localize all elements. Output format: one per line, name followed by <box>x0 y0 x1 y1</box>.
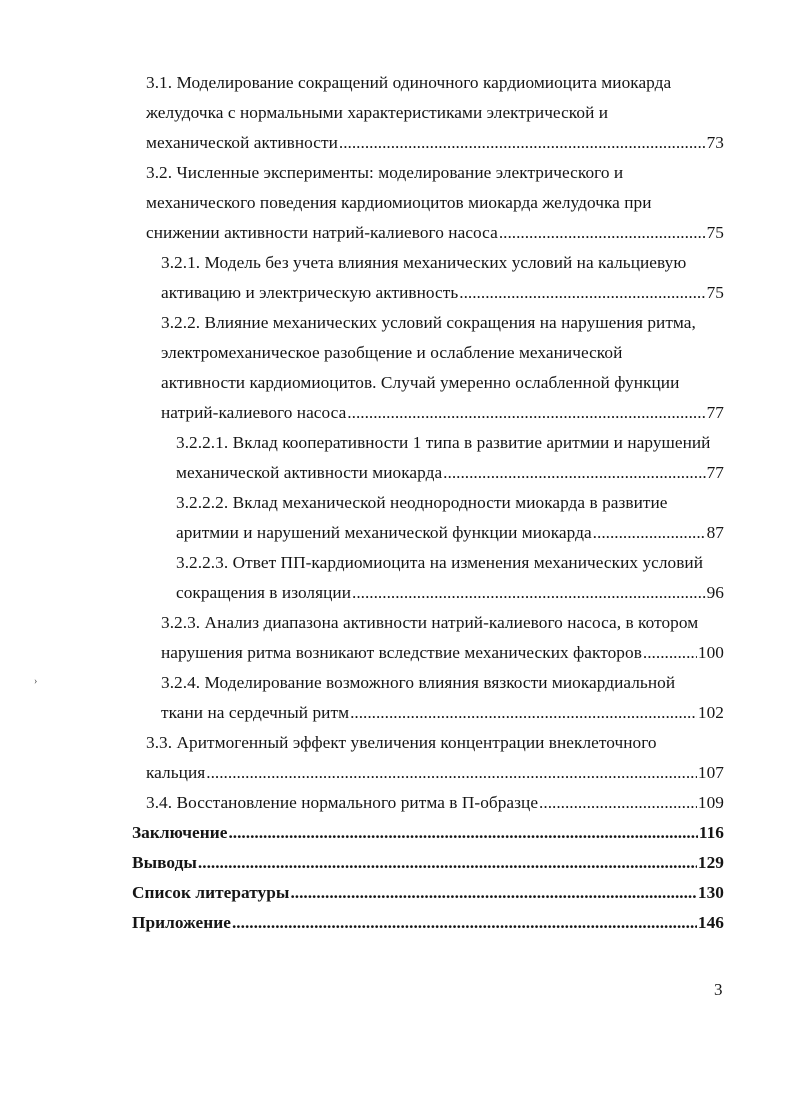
toc-entry-title-end: кальция <box>146 763 206 782</box>
toc-page-number: 75 <box>706 223 724 242</box>
toc-entry-3-4 <box>146 788 724 818</box>
dot-leader <box>232 908 697 938</box>
toc-entry-last-line <box>161 278 724 308</box>
toc-entry-last-line <box>176 458 724 488</box>
toc-page-number: 116 <box>698 823 724 842</box>
toc-page-number: 77 <box>706 463 724 482</box>
toc-entry-title-end: ткани на сердечный ритм <box>161 703 350 722</box>
toc-entry-text-line: 3.2.2. Влияние механических условий сокращения на нарушения ритма, <box>161 313 696 332</box>
dot-leader <box>643 638 697 668</box>
toc-entry-last-line <box>132 908 724 938</box>
dot-leader <box>290 878 696 908</box>
toc-entry-text-line: 3.2.2.1. Вклад кооперативности 1 типа в развитие аритмии и нарушений <box>176 433 711 452</box>
toc-entry-text-line: 3.2.2.2. Вклад механической неоднородности миокарда в развитие <box>176 493 668 512</box>
dot-leader <box>593 518 706 548</box>
toc-entry-last-line <box>132 818 724 848</box>
toc-page-number: 130 <box>697 883 724 902</box>
toc-entry-3-2-2 <box>161 308 724 428</box>
dot-leader <box>443 458 705 488</box>
toc-entry-text-line: электромеханическое разобщение и ослабление механической <box>161 343 623 362</box>
dot-leader <box>206 758 697 788</box>
toc-entry-last-line <box>132 878 724 908</box>
toc-entry-3-2-2-3 <box>176 548 724 608</box>
toc-entry-text-line: 3.3. Аритмогенный эффект увеличения концентрации внеклеточного <box>146 733 657 752</box>
dot-leader <box>350 698 697 728</box>
toc-entry-title-end: Выводы <box>132 853 197 872</box>
toc-entry-3-3 <box>146 728 724 788</box>
toc-entry-last-line <box>176 518 724 548</box>
toc-entry-last-line <box>146 218 724 248</box>
toc-entry-last-line <box>146 128 724 158</box>
toc-entry-last-line <box>161 698 724 728</box>
toc-entry-text-line: желудочка с нормальными характеристиками электрической и <box>146 103 609 122</box>
dot-leader <box>459 278 705 308</box>
toc-entry-conclusion <box>132 818 724 848</box>
dot-leader <box>198 848 697 878</box>
toc-page-number: 129 <box>697 853 724 872</box>
dot-leader <box>499 218 706 248</box>
toc-entry-title-end: натрий-калиевого насоса <box>161 403 347 422</box>
toc-entry-title-end: Приложение <box>132 913 231 932</box>
toc-entry-last-line <box>146 788 724 818</box>
toc-entry-3-2 <box>146 158 724 248</box>
toc-entry-text-line: 3.2.3. Анализ диапазона активности натрий-калиевого насоса, в котором <box>161 613 699 632</box>
toc-entry-3-2-3 <box>161 608 724 668</box>
page-number: 3 <box>714 980 723 999</box>
toc-entry-last-line <box>132 848 724 878</box>
toc-entry-title-end: снижении активности натрий-калиевого насоса <box>146 223 498 242</box>
toc-entry-text-line: 3.2.2.3. Ответ ПП-кардиомиоцита на изменения механических условий <box>176 553 704 572</box>
toc-entry-last-line <box>176 578 724 608</box>
margin-mark: › <box>34 676 38 687</box>
toc-entry-3-2-2-1 <box>176 428 724 488</box>
toc-entry-title-end: сокращения в изоляции <box>176 583 351 602</box>
toc-page-number: 77 <box>706 403 724 422</box>
toc-page-number: 146 <box>697 913 724 932</box>
toc-entry-title-end: 3.4. Восстановление нормального ритма в П-образце <box>146 793 539 812</box>
toc-entry-title-end: механической активности миокарда <box>176 463 443 482</box>
toc-entry-text-line: 3.1. Моделирование сокращений одиночного кардиомиоцита миокарда <box>146 73 672 92</box>
toc-entry-appendix <box>132 908 724 938</box>
toc-page-number: 87 <box>706 523 724 542</box>
toc-entry-text-line: активности кардиомиоцитов. Случай умеренно ослабленной функции <box>161 373 680 392</box>
toc-entry-references <box>132 878 724 908</box>
toc-entry-3-2-2-2 <box>176 488 724 548</box>
toc-page-number: 109 <box>697 793 724 812</box>
toc-entry-last-line <box>161 638 724 668</box>
toc-page-number: 73 <box>706 133 724 152</box>
toc-page-number: 75 <box>706 283 724 302</box>
toc-entry-title-end: механической активности <box>146 133 338 152</box>
toc-entry-findings <box>132 848 724 878</box>
toc-entry-3-1 <box>146 68 724 158</box>
toc-entry-text-line: 3.2.1. Модель без учета влияния механических условий на кальциевую <box>161 253 687 272</box>
toc-entry-last-line <box>161 398 724 428</box>
toc-page-number: 107 <box>697 763 724 782</box>
toc-entry-text-line: 3.2.4. Моделирование возможного влияния вязкости миокардиальной <box>161 673 676 692</box>
toc-entry-3-2-1 <box>161 248 724 308</box>
toc-entry-title-end: Заключение <box>132 823 228 842</box>
toc-page-number: 100 <box>697 643 724 662</box>
toc-page-number: 102 <box>697 703 724 722</box>
toc-entry-text-line: механического поведения кардиомиоцитов миокарда желудочка при <box>146 193 652 212</box>
toc-page-number: 96 <box>706 583 724 602</box>
dot-leader <box>539 788 697 818</box>
dot-leader <box>228 818 697 848</box>
toc-entry-3-2-4 <box>161 668 724 728</box>
toc-entry-title-end: нарушения ритма возникают вследствие механических факторов <box>161 643 642 662</box>
toc-entry-last-line <box>146 758 724 788</box>
dot-leader <box>339 128 706 158</box>
dot-leader <box>347 398 705 428</box>
dot-leader <box>352 578 706 608</box>
toc-entry-title-end: аритмии и нарушений механической функции миокарда <box>176 523 592 542</box>
toc-entry-title-end: активацию и электрическую активность <box>161 283 459 302</box>
toc-entry-title-end: Список литературы <box>132 883 290 902</box>
toc-entry-text-line: 3.2. Численные эксперименты: моделирование электрического и <box>146 163 624 182</box>
